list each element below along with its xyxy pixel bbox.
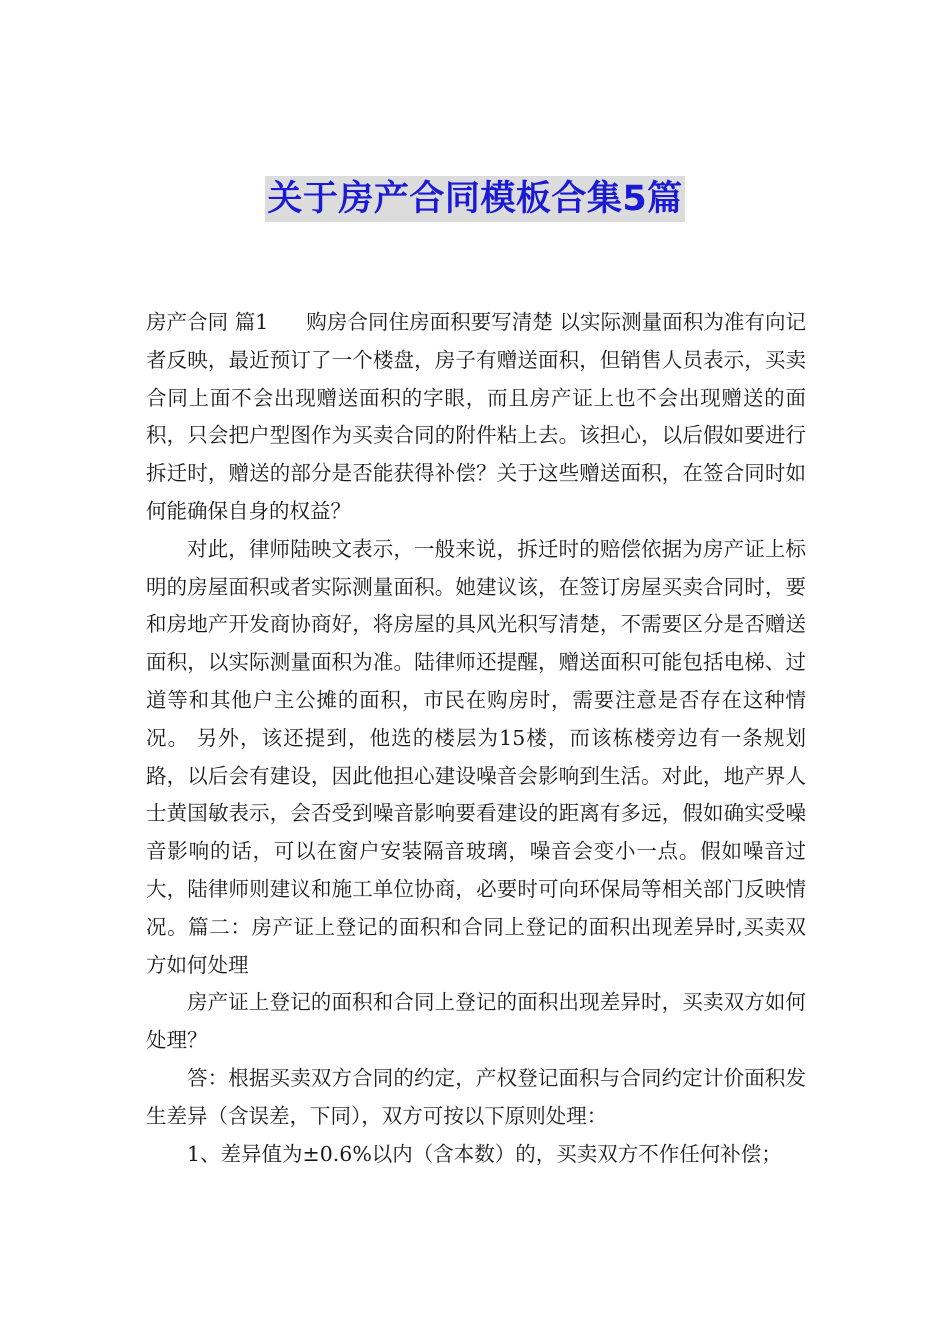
paragraph-4: 答：根据买卖双方合同的约定，产权登记面积与合同约定计价面积发生差异（含误差，下同），双方可按以下原则处理： [146,1065,806,1128]
paragraph-5: 1、差异值为±0.6%以内（含本数）的，买卖双方不作任何补偿； [187,1141,782,1166]
title-container [0,176,950,222]
paragraph-1 [146,304,806,531]
paragraph-2: 对此，律师陆映文表示，一般来说，拆迁时的赔偿依据为房产证上标明的房屋面积或者实际测量面积。她建议该，在签订房屋买卖合同时，要和房地产开发商协商好，将房屋的具风光积写清楚，不需要区分是否赠送面积，以实际测量面积为准。陆律师还提醒，赠送面积可能包括电梯、过道等和其他户主公摊的面积，市民在购房时，需要注意是否存在这种情况。 另外，该还提到，他选的楼层为15楼，而该栋楼旁边有一条规划路，以后会有建设，因此他担心建设噪音会影响到生活。对此，地产界人士黄国敏表示，会否受到噪音影响要看建设的距离有多远，假如确实受噪音影响的话，可以在窗户安装隔音玻璃，噪音会变小一点。假如噪音过大，陆律师则建议和施工单位协商，必要时可向环保局等相关部门反映情况。篇二：房产证上登记的面积和合同上登记的面积出现差异时,买卖双方如何处理 [146,536,806,977]
section-heading: 房产合同 篇1 [146,310,269,334]
paragraph-1-text: 购房合同住房面积要写清楚 以实际测量面积为准有向记者反映，最近预订了一个楼盘，房子有赠送面积，但销售人员表示，买卖合同上面不会出现赠送面积的字眼，而且房产证上也不会出现赠送的面积，只会把户型图作为买卖合同的附件粘上去。该担心，以后假如要进行拆迁时，赠送的部分是否能获得补偿？关于这些赠送面积，在签合同时如何能确保自身的权益？ [146,310,807,523]
paragraph-3: 房产证上登记的面积和合同上登记的面积出现差异时，买卖双方如何处理？ [146,990,806,1053]
document-title: 关于房产合同模板合集5篇 [265,176,684,222]
document-body [146,304,806,1173]
